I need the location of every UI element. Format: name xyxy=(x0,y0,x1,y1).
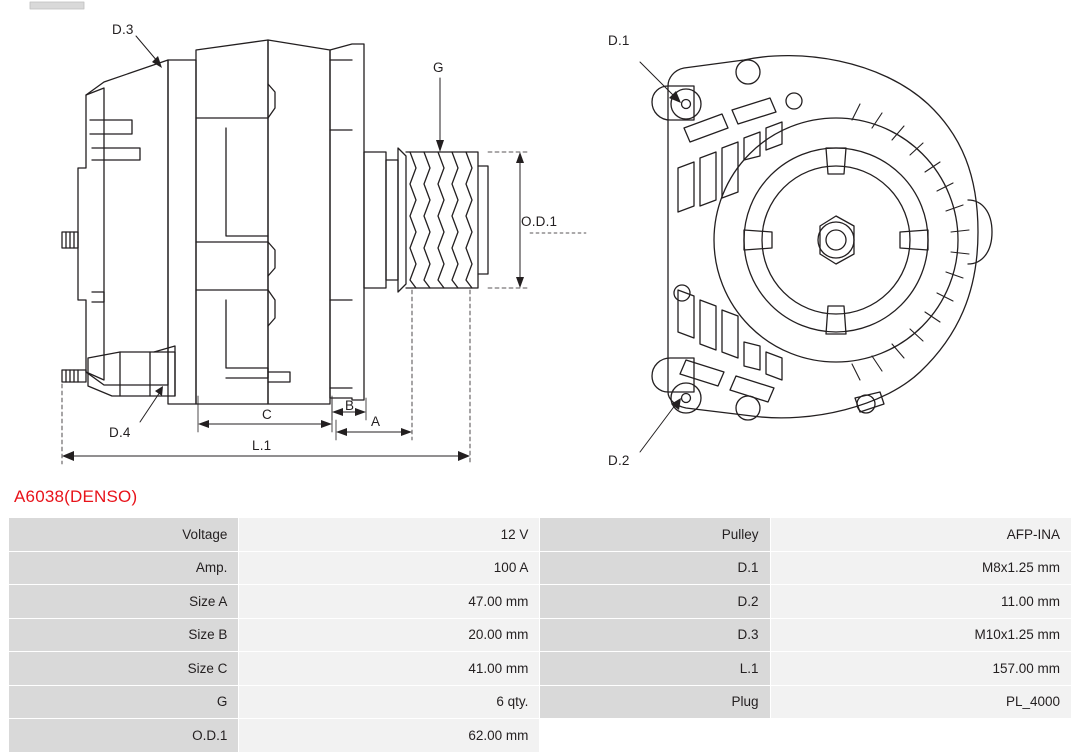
spec-value: 41.00 mm xyxy=(239,652,540,686)
spec-value: M10x1.25 mm xyxy=(770,618,1071,652)
label-b: B xyxy=(345,398,355,413)
label-d1: D.1 xyxy=(608,33,630,48)
spec-value: M8x1.25 mm xyxy=(770,551,1071,585)
page-title: A6038(DENSO) xyxy=(14,487,138,506)
spec-label: Size A xyxy=(9,585,239,619)
spec-value: 6 qty. xyxy=(239,685,540,719)
spec-value: 62.00 mm xyxy=(239,719,540,753)
spec-value: PL_4000 xyxy=(770,685,1071,719)
spec-value: 157.00 mm xyxy=(770,652,1071,686)
spec-value: 12 V xyxy=(239,518,540,552)
spec-label: D.1 xyxy=(540,551,770,585)
spec-empty-cell xyxy=(540,719,770,753)
table-row xyxy=(9,518,1072,552)
spec-empty-cell xyxy=(770,719,1071,753)
spec-label: Voltage xyxy=(9,518,239,552)
table-row xyxy=(9,685,1072,719)
table-row xyxy=(9,719,1072,753)
spec-label: D.2 xyxy=(540,585,770,619)
spec-value: AFP-INA xyxy=(770,518,1071,552)
label-d2: D.2 xyxy=(608,453,630,468)
label-g: G xyxy=(433,60,444,75)
spec-value: 100 A xyxy=(239,551,540,585)
table-row xyxy=(9,618,1072,652)
label-od1: O.D.1 xyxy=(521,214,558,229)
spec-label: G xyxy=(9,685,239,719)
spec-label: L.1 xyxy=(540,652,770,686)
spec-value: 47.00 mm xyxy=(239,585,540,619)
table-row xyxy=(9,551,1072,585)
label-d3: D.3 xyxy=(112,22,134,37)
spec-label: Plug xyxy=(540,685,770,719)
spec-label: D.3 xyxy=(540,618,770,652)
spec-label: Pulley xyxy=(540,518,770,552)
spec-label: Size C xyxy=(9,652,239,686)
label-l1: L.1 xyxy=(252,438,272,453)
spec-value: 11.00 mm xyxy=(770,585,1071,619)
spec-label: Amp. xyxy=(9,551,239,585)
spec-label: O.D.1 xyxy=(9,719,239,753)
specifications-table xyxy=(8,517,1072,753)
table-row xyxy=(9,585,1072,619)
label-d4: D.4 xyxy=(109,425,131,440)
table-row xyxy=(9,652,1072,686)
label-a: A xyxy=(371,414,381,429)
spec-value: 20.00 mm xyxy=(239,618,540,652)
label-c: C xyxy=(262,407,272,422)
spec-label: Size B xyxy=(9,618,239,652)
